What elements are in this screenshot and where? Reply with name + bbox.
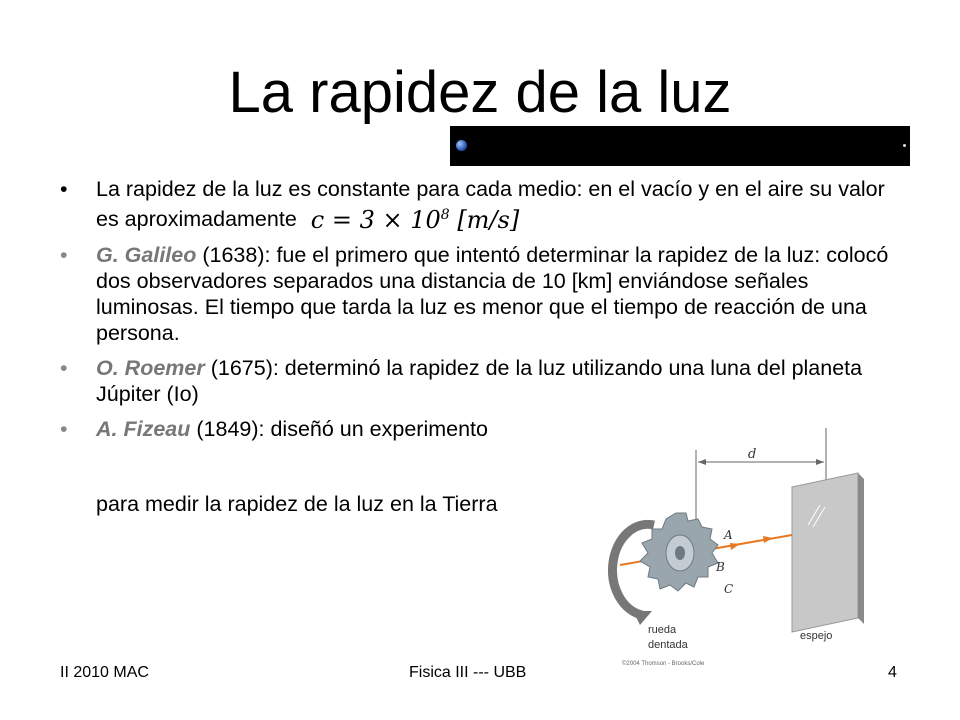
distance-label: d bbox=[748, 447, 757, 462]
wheel-label: rueda bbox=[648, 624, 677, 636]
scientist-name: O. Roemer bbox=[96, 356, 205, 380]
slide-title: La rapidez de la luz bbox=[228, 60, 732, 125]
bullet-text: (1849): diseñó un experimento bbox=[190, 417, 488, 441]
bullet-marker: • bbox=[60, 417, 68, 441]
footer-left: II 2010 MAC bbox=[60, 664, 149, 681]
mirror-label: espejo bbox=[800, 630, 833, 642]
fizeau-svg bbox=[600, 425, 880, 665]
space-image bbox=[450, 126, 910, 166]
bullet-marker: • bbox=[60, 177, 68, 201]
footer-center: Fisica III --- UBB bbox=[409, 664, 527, 681]
bullet-text: (1638): fue el primero que intentó determinar la rapidez de la luz: colocó dos observadores separados una distancia de 10 [km] enviándose señales luminosas. El tiempo que tarda la luz es menor que el tiempo de reacción de una persona. bbox=[96, 243, 889, 345]
speed-formula: $c = 3 \times 10^8$ [m/s] bbox=[310, 206, 520, 234]
bullet-marker: • bbox=[60, 243, 68, 267]
scientist-name: A. Fizeau bbox=[96, 417, 191, 441]
page-number: 4 bbox=[888, 664, 897, 681]
bullet-marker: • bbox=[60, 356, 68, 380]
scientist-name: G. Galileo bbox=[96, 243, 197, 267]
bullet-text: (1675): determinó la rapidez de la luz utilizando una luna del planeta Júpiter (Io) bbox=[96, 356, 863, 406]
copyright-notice: ©2004 Thomson - Brooks/Cole bbox=[622, 661, 705, 667]
fizeau-diagram bbox=[600, 425, 880, 665]
bullet-speed-of-light bbox=[60, 176, 905, 233]
wheel-label-2: dentada bbox=[648, 639, 688, 651]
bullet-list bbox=[60, 176, 905, 451]
moon-icon bbox=[903, 144, 906, 147]
point-label-c: C bbox=[724, 582, 734, 596]
bullet-text: La rapidez de la luz es constante para cada medio: en el vacío y en el aire su valor es aproximadamente bbox=[96, 177, 885, 231]
bullet-roemer bbox=[60, 355, 905, 407]
point-label-b: B bbox=[716, 560, 725, 574]
earth-icon bbox=[456, 140, 467, 151]
point-label-a: A bbox=[724, 528, 733, 542]
bullet-continuation: para medir la rapidez de la luz en la Tierra bbox=[96, 492, 498, 516]
bullet-galileo bbox=[60, 242, 905, 346]
